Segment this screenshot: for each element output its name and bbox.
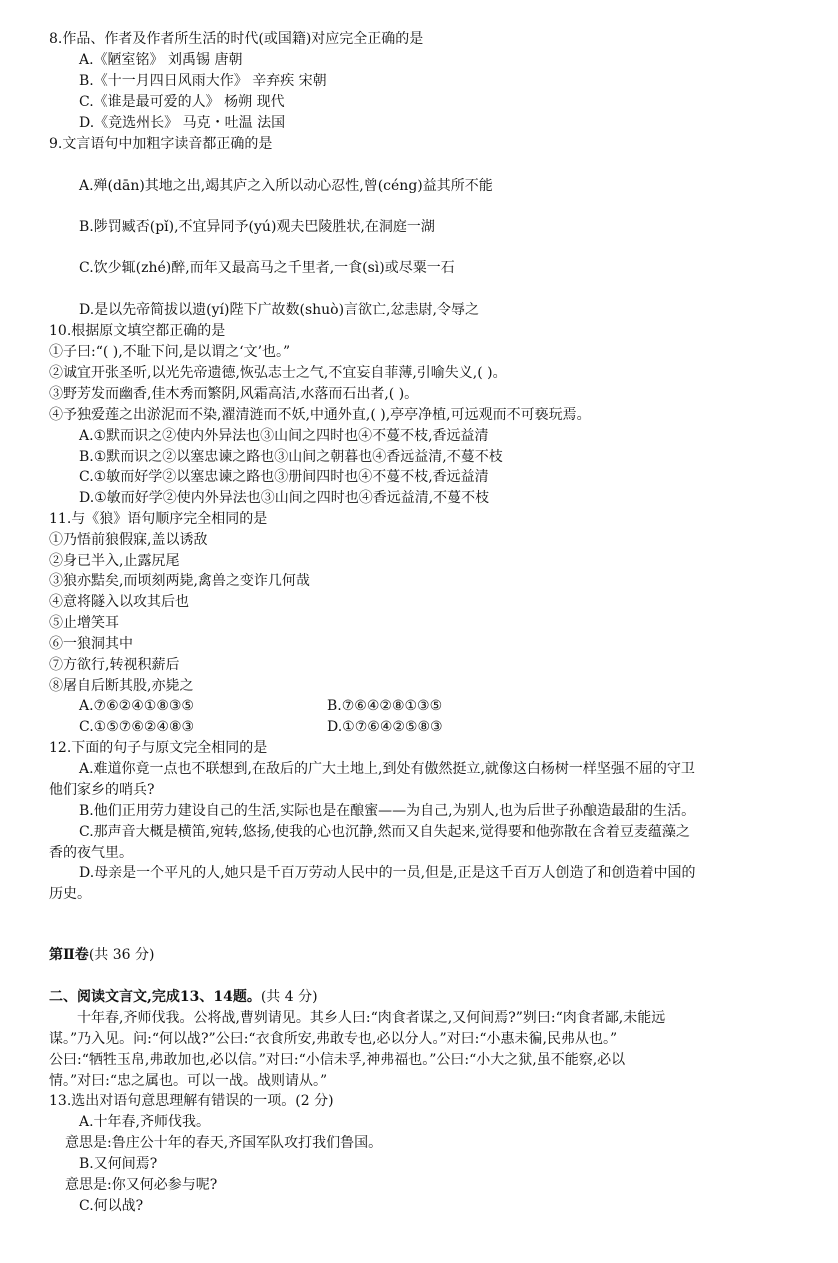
q12-option-c: C.那声音大概是横笛,宛转,悠扬,使我的心也沉静,然而又自失起来,觉得要和他弥散在含着豆麦蕴藻之	[79, 824, 690, 840]
q9-option-c: C.饮少辄(zhé)醉,而年又最高马之千里者,一食(sì)或尽粟一石	[79, 260, 455, 276]
q11-option-b: B.⑦⑥④②⑧①③⑤	[327, 698, 443, 714]
q10-item: ④予独爱莲之出淤泥而不染,濯清涟而不妖,中通外直,( ),亭亭净植,可远观而不可亵玩焉。	[49, 407, 591, 423]
q11-item: ①乃悟前狼假寐,盖以诱敌	[49, 532, 208, 548]
q11-item: ⑥一狼洞其中	[49, 636, 133, 652]
q11-option-d: D.①⑦⑥④②⑤⑧③	[327, 719, 443, 735]
q10-item: ②诚宜开张圣听,以光先帝遗德,恢弘志士之气,不宜妄自菲薄,引喻失义,( )。	[49, 365, 507, 381]
part2-heading-bold: 二、阅读文言文,完成13、14题。	[49, 989, 261, 1005]
q12-option-d: D.母亲是一个平凡的人,她只是千百万劳动人民中的一员,但是,正是这千百万人创造了和创造着中国的	[79, 865, 696, 881]
passage-line: 情。”对曰:“忠之属也。可以一战。战则请从。”	[49, 1073, 328, 1089]
passage-line: 谋。”乃入见。问:“何以战?”公曰:“衣食所安,弗敢专也,必以分人。”对曰:“小惠未徧,民弗从也。”	[49, 1031, 618, 1047]
q11-item: ⑧屠自后断其股,亦毙之	[49, 678, 194, 694]
q12-option-b: B.他们正用劳力建设自己的生活,实际也是在酿蜜——为自己,为别人,也为后世子孙酿造最甜的生活。	[79, 803, 696, 819]
q11-item: ⑤止增笑耳	[49, 615, 119, 631]
q8-stem: 8.作品、作者及作者所生活的时代(或国籍)对应完全正确的是	[49, 31, 424, 47]
q10-item: ①子曰:“( ),不耻下问,是以谓之‘文’也。”	[49, 344, 291, 360]
part2-heading-score: (共 4 分)	[260, 989, 318, 1005]
q12-stem: 12.下面的句子与原文完全相同的是	[49, 740, 268, 756]
q11-item: ③狼亦黠矣,而顷刻两毙,禽兽之变诈几何哉	[49, 573, 310, 589]
passage-line: 十年春,齐师伐我。公将战,曹刿请见。其乡人曰:“肉食者谋之,又何间焉?”刿曰:“肉食者鄙,未能远	[77, 1010, 666, 1026]
q11-option-c: C.①⑤⑦⑥②④⑧③	[79, 719, 195, 735]
q10-item: ③野芳发而幽香,佳木秀而繁阴,风霜高洁,水落而石出者,( )。	[49, 386, 419, 402]
passage-line: 公曰:“牺牲玉帛,弗敢加也,必以信。”对曰:“小信未孚,神弗福也。”公曰:“小大之狱,虽不能察,必以	[49, 1052, 626, 1068]
q9-option-a: A.殚(dān)其地之出,竭其庐之入所以动心忍性,曾(céng)益其所不能	[79, 178, 493, 194]
q11-option-a: A.⑦⑥②④①⑧③⑤	[79, 698, 194, 714]
part2-heading	[49, 987, 318, 1007]
q8-option-a: A.《陋室铭》 刘禹锡 唐朝	[79, 52, 243, 68]
q11-item: ④意将隧入以攻其后也	[49, 594, 189, 610]
q10-option-b: B.①默而识之②以塞忠谏之路也③山间之朝暮也④香远益清,不蔓不枝	[79, 449, 503, 465]
q13-stem: 13.选出对语句意思理解有错误的一项。(2 分)	[49, 1093, 334, 1109]
section-title	[49, 945, 154, 965]
q12-option-d-cont: 历史。	[49, 886, 91, 902]
q13-option-a-meaning: 意思是:鲁庄公十年的春天,齐国军队攻打我们鲁国。	[65, 1135, 383, 1151]
q13-option-c: C.何以战?	[79, 1198, 144, 1214]
q8-option-b: B.《十一月四日风雨大作》 辛弃疾 宋朝	[79, 73, 327, 89]
q9-stem: 9.文言语句中加粗字读音都正确的是	[49, 136, 273, 152]
q10-option-c: C.①敏而好学②以塞忠谏之路也③册间四时也④不蔓不枝,香远益清	[79, 469, 489, 485]
q9-option-b: B.陟罚臧否(pǐ),不宜异同予(yú)观夫巴陵胜状,在洞庭一湖	[79, 219, 435, 235]
q12-option-c-cont: 香的夜气里。	[49, 845, 133, 861]
q13-option-b-meaning: 意思是:你又何必参与呢?	[65, 1177, 218, 1193]
q11-item: ⑦方欲行,转视积薪后	[49, 657, 180, 673]
q13-option-b: B.又何间焉?	[79, 1156, 158, 1172]
q8-option-d: D.《竞选州长》 马克・吐温 法国	[79, 115, 286, 131]
section-title-score: (共 36 分)	[88, 947, 155, 963]
q12-option-a: A.难道你竟一点也不联想到,在敌后的广大土地上,到处有傲然挺立,就像这白杨树一样坚强不屈的守卫	[79, 761, 695, 777]
q9-option-d: D.是以先帝简拔以遗(yí)陛下广故数(shuò)言欲亡,忿恚尉,令辱之	[79, 302, 479, 318]
section-title-bold: 第Ⅱ卷	[49, 947, 89, 963]
q13-option-a: A.十年春,齐师伐我。	[79, 1114, 211, 1130]
q11-item: ②身已半入,止露尻尾	[49, 553, 180, 569]
q12-option-a-cont: 他们家乡的哨兵?	[49, 782, 155, 798]
q10-option-d: D.①敏而好学②使内外异法也③山间之四时也④香远益清,不蔓不枝	[79, 490, 490, 506]
q10-stem: 10.根据原文填空都正确的是	[49, 323, 226, 339]
q10-option-a: A.①默而识之②使内外异法也③山间之四时也④不蔓不枝,香远益清	[79, 428, 489, 444]
q8-option-c: C.《谁是最可爱的人》 杨朔 现代	[79, 94, 285, 110]
q11-stem: 11.与《狼》语句顺序完全相同的是	[49, 511, 268, 527]
